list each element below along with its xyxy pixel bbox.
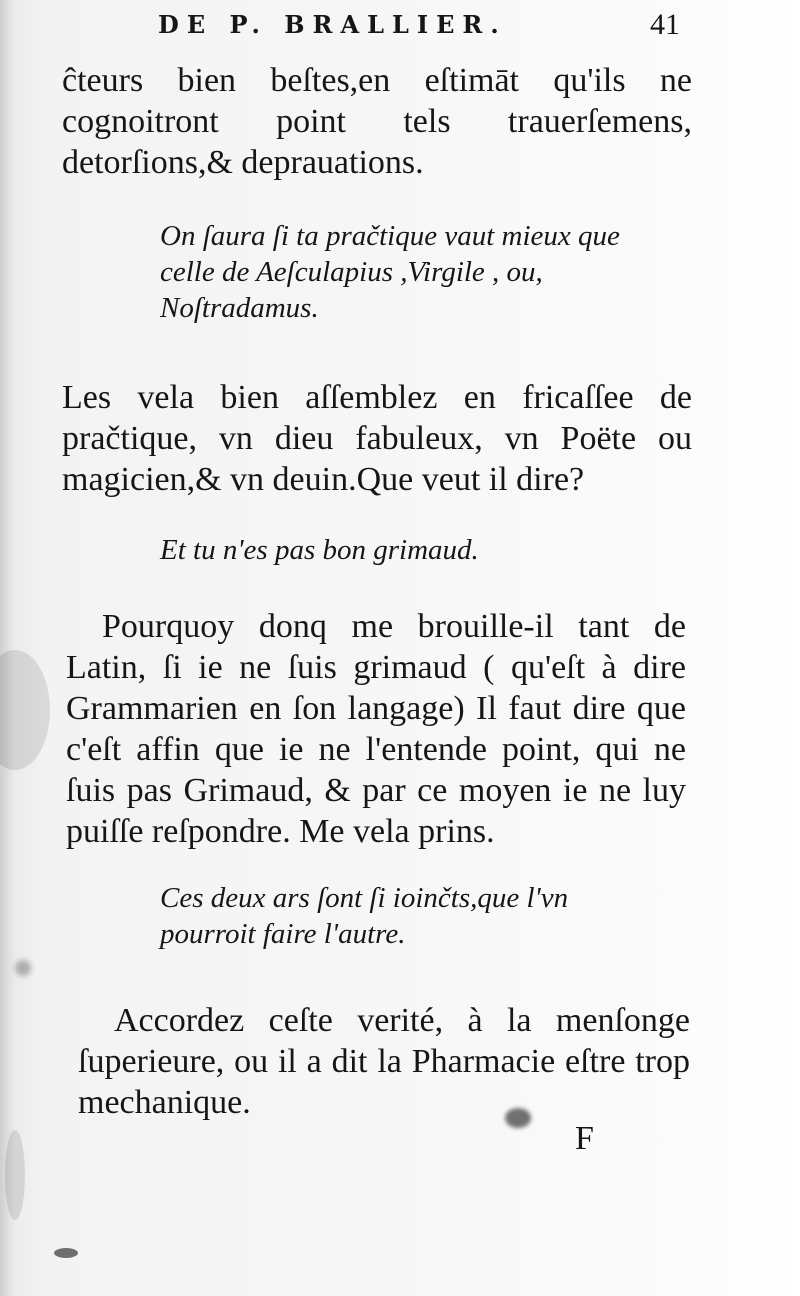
paragraph-4: Accordez ceſte verité, à la menſonge ſuperieure, ou il a dit la Pharmacie eſtre trop mechanique. — [78, 1002, 690, 1121]
page-edge-shadow — [0, 0, 16, 1296]
paper-stain — [5, 1130, 25, 1220]
ink-blot — [54, 1248, 78, 1258]
page-number: 41 — [650, 8, 680, 41]
quote-2: Et tu n'es pas bon grimaud. — [160, 534, 479, 566]
paragraph-3: Pourquoy donq me brouille-il tant de Latin, ſi ie ne ſuis grimaud ( qu'eſt à dire Grammarien en ſon langage) Il faut dire que c'eſt affin que ie ne l'entende point, qui ne ſuis pas Grimaud, & par ce moyen ie ne luy puiſſe reſpondre. Me vela prins. — [66, 608, 686, 850]
running-head: DE P. BRALLIER. — [158, 10, 507, 39]
quote-1: On ſaura ſi ta pračtique vaut mieux que celle de Aeſculapius ,Virgile , ou, Noſtradamus. — [160, 220, 620, 324]
paragraph-2: Les vela bien aſſemblez en fricaſſee de pračtique, vn dieu fabuleux, vn Poëte ou magicien,& vn deuin.Que veut il dire? — [62, 379, 692, 498]
ink-blot — [505, 1108, 531, 1128]
paragraph-1: ĉteurs bien beſtes,en eſtimāt qu'ils ne cognoitront point tels trauerſemens, detorſions,& deprauations. — [62, 62, 692, 181]
catchword: F — [575, 1120, 594, 1157]
quote-3: Ces deux ars ſont ſi ioinčts,que l'vn pourroit faire l'autre. — [160, 882, 569, 950]
paper-stain — [0, 650, 50, 770]
ink-blot — [15, 960, 31, 976]
